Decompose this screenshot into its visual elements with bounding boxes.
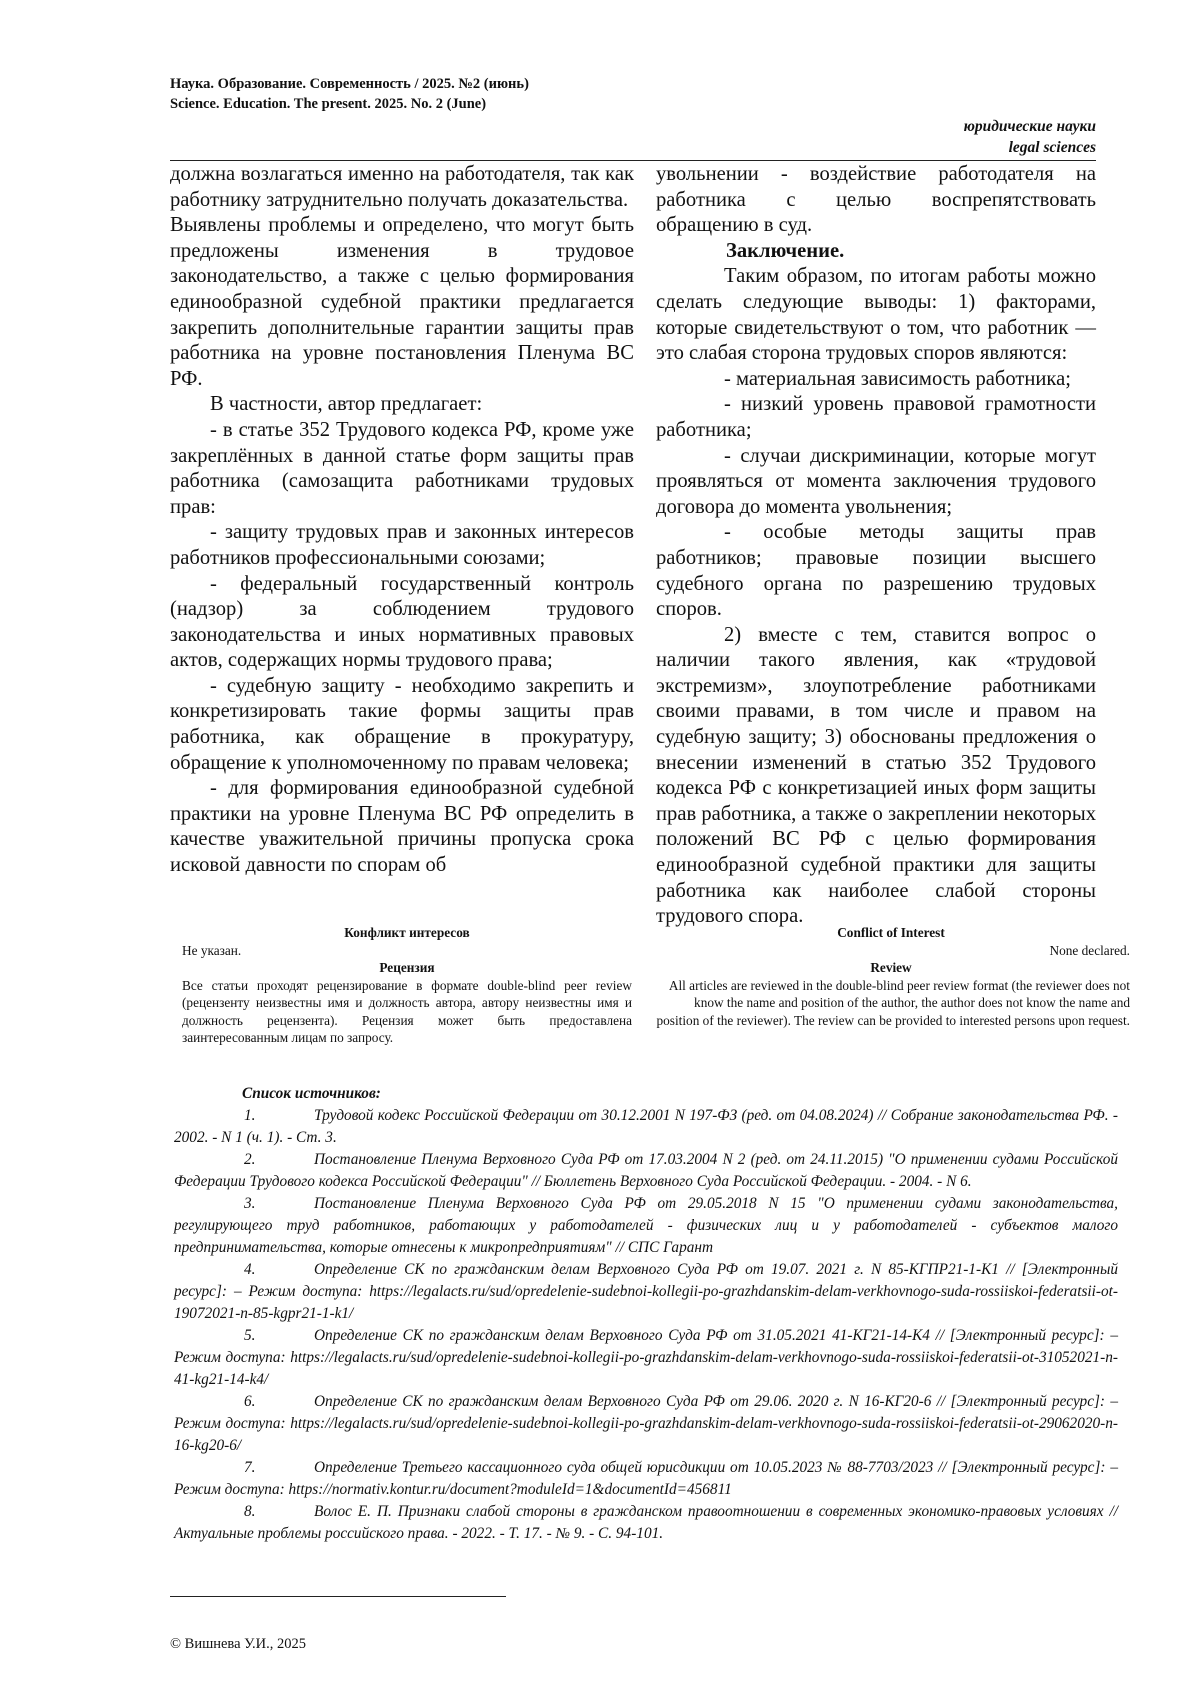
section-en: legal sciences (1008, 139, 1096, 156)
reference-item (174, 1259, 1118, 1325)
reference-number: 2. (244, 1151, 256, 1168)
list-item: - особые методы защиты прав работников; правовые позиции высшего судебного органа по разрешению трудовых споров. (656, 521, 1096, 621)
reference-number: 3. (244, 1195, 256, 1212)
reference-number: 4. (244, 1261, 256, 1278)
list-item: - судебную защиту - необходимо закрепить и конкретизировать такие формы защиты прав работника, как обращение в прокуратуру, обращение к уполномоченному по правам человека; (170, 674, 634, 774)
copyright-notice: © Вишнева У.И., 2025 (170, 1636, 307, 1652)
reference-number: 5. (244, 1327, 256, 1344)
reference-text: Постановление Пленума Верховного Суда РФ от 17.03.2004 N 2 (ред. от 24.11.2015) "О применении судами Российской Федерации Трудового кодекса Российской Федерации" // Бюллетень Верховного Суда Российской Федерации. - 2004. - N 6. (174, 1151, 1118, 1190)
conflict-title-ru: Конфликт интересов (344, 925, 470, 940)
reference-number: 7. (244, 1459, 256, 1476)
conclusion-heading: Заключение. (726, 239, 845, 262)
conflict-text-ru: Не указан. (182, 942, 242, 958)
conflict-text-en: None declared. (1049, 942, 1130, 958)
reference-number: 8. (244, 1503, 256, 1520)
reference-item (174, 1501, 1118, 1545)
journal-header (170, 74, 529, 114)
reference-number: 6. (244, 1393, 256, 1410)
right-text-column (656, 162, 1096, 930)
paragraph: Выявлены проблемы и определено, что могут быть предложены изменения в трудовое законодательство, а также с целью формирования единообразной судебной практики предлагается закрепить дополнительные гарантии защиты прав работника на уровне постановления Пленума ВС РФ. (170, 214, 634, 390)
list-item: - случаи дискриминации, которые могут проявляться от момента заключения трудового договора до момента увольнения; (656, 444, 1096, 518)
references-title: Список источников: (242, 1085, 381, 1102)
review-title-en: Review (870, 960, 912, 975)
list-item: - материальная зависимость работника; (724, 367, 1071, 390)
declarations-en (652, 924, 1130, 1029)
references-list (174, 1083, 1118, 1545)
reference-item (174, 1325, 1118, 1391)
declarations-ru (182, 924, 632, 1047)
header-divider (170, 160, 1096, 161)
reference-text: Постановление Пленума Верховного Суда РФ от 29.05.2018 N 15 "О применении судами законодательства, регулирующего труд работников, работающих у работодателей - физических лиц и у работодателей - субъектов малого предпринимательства, которые отнесены к микропредприятиям" // СПС Гарант (174, 1195, 1118, 1256)
reference-text: Определение Третьего кассационного суда общей юрисдикции от 10.05.2023 № 88-7703/2023 // [Электронный ресурс]: – Режим доступа: https://normativ.kontur.ru/document?moduleId=1&documentId=456811 (174, 1459, 1118, 1498)
reference-text: Определение СК по гражданским делам Верховного Суда РФ от 19.07. 2021 г. N 85-КГПР21-1-К1 // [Электронный ресурс]: – Режим доступа: https://legalacts.ru/sud/opredelenie-sudebnoi-kollegii-po-grazhdanskim-delam-verkhovnogo-suda-rossiiskoi-federatsii-ot-19072021-n-85-kgpr21-1-k1/ (174, 1261, 1118, 1322)
reference-text: Волос Е. П. Признаки слабой стороны в гражданском правоотношении в современных экономико-правовых условиях // Актуальные проблемы российского права. - 2022. - Т. 17. - № 9. - С. 94-101. (174, 1503, 1118, 1542)
reference-item (174, 1193, 1118, 1259)
paragraph: увольнении - воздействие работодателя на работника с целью воспрепятствовать обращению в суд. (656, 163, 1096, 237)
reference-text: Трудовой кодекс Российской Федерации от 30.12.2001 N 197-ФЗ (ред. от 04.08.2024) // Собрание законодательства РФ. - 2002. - N 1 (ч. 1). - Ст. 3. (174, 1107, 1118, 1146)
section-rubric (964, 116, 1096, 158)
list-item: - федеральный государственный контроль (надзор) за соблюдением трудового законодательства и иных нормативных правовых актов, содержащих нормы трудового права; (170, 572, 634, 672)
reference-text: Определение СК по гражданским делам Верховного Суда РФ от 29.06. 2020 г. N 16-КГ20-6 // [Электронный ресурс]: – Режим доступа: https://legalacts.ru/sud/opredelenie-sudebnoi-kollegii-po-grazhdanskim-delam-verkhovnogo-suda-rossiiskoi-federatsii-ot-29062020-n-16-kg20-6/ (174, 1393, 1118, 1454)
review-text-ru: Все статьи проходят рецензирование в формате double-blind peer review (рецензенту неизвестны имя и должность автора, автору неизвестны имя и должность рецензента). Рецензия может быть предоставлена заинтересованным лицам по запросу. (182, 977, 632, 1045)
reference-item (174, 1391, 1118, 1457)
reference-item (174, 1105, 1118, 1149)
footnote-divider (170, 1596, 506, 1597)
reference-number: 1. (244, 1107, 256, 1124)
journal-line-ru: Наука. Образование. Современность / 2025. №2 (июнь) (170, 76, 529, 92)
left-text-column (170, 162, 634, 879)
list-item: - защиту трудовых прав и законных интересов работников профессиональными союзами; (170, 521, 634, 569)
paragraph: 2) вместе с тем, ставится вопрос о наличии такого явления, как «трудовой экстремизм», злоупотребление работниками своими правами, в том числе и правом на судебную защиту; 3) обоснованы предложения о внесении изменений в статью 352 Трудового кодекса РФ с конкретизацией иных форм защиты прав работника, а также о закреплении некоторых положений ВС РФ с целью формирования единообразной судебной практики для защиты работника как наиболее слабой стороны трудового спора. (656, 623, 1096, 928)
review-title-ru: Рецензия (379, 960, 435, 975)
list-item: - в статье 352 Трудового кодекса РФ, кроме уже закреплённых в данной статье форм защиты прав работника (самозащита работниками трудовых прав: (170, 418, 634, 518)
paragraph: должна возлагаться именно на работодателя, так как работнику затруднительно получать доказательства. (170, 163, 634, 211)
reference-item (174, 1457, 1118, 1501)
section-ru: юридические науки (963, 118, 1096, 135)
list-item: - низкий уровень правовой грамотности работника; (656, 393, 1096, 441)
review-text-en: All articles are reviewed in the double-blind peer review format (the reviewer does not know the name and position of the author, the author does not know the name and position of the reviewer). The review can be provided to interested persons upon request. (656, 977, 1130, 1028)
reference-item (174, 1149, 1118, 1193)
journal-line-en: Science. Education. The present. 2025. No. 2 (June) (170, 96, 487, 112)
paragraph: В частности, автор предлагает: (210, 393, 483, 416)
paragraph: Таким образом, по итогам работы можно сделать следующие выводы: 1) факторами, которые свидетельствуют о том, что работник — это слабая сторона трудовых споров являются: (656, 265, 1096, 365)
conflict-title-en: Conflict of Interest (837, 925, 945, 940)
reference-text: Определение СК по гражданским делам Верховного Суда РФ от 31.05.2021 41-КГ21-14-К4 // [Электронный ресурс]: – Режим доступа: https://legalacts.ru/sud/opredelenie-sudebnoi-kollegii-po-grazhdanskim-delam-verkhovnogo-suda-rossiiskoi-federatsii-ot-31052021-n-41-kg21-14-k4/ (174, 1327, 1118, 1388)
list-item: - для формирования единообразной судебной практики на уровне Пленума ВС РФ определить в качестве уважительной причины пропуска срока исковой давности по спорам об (170, 777, 634, 877)
